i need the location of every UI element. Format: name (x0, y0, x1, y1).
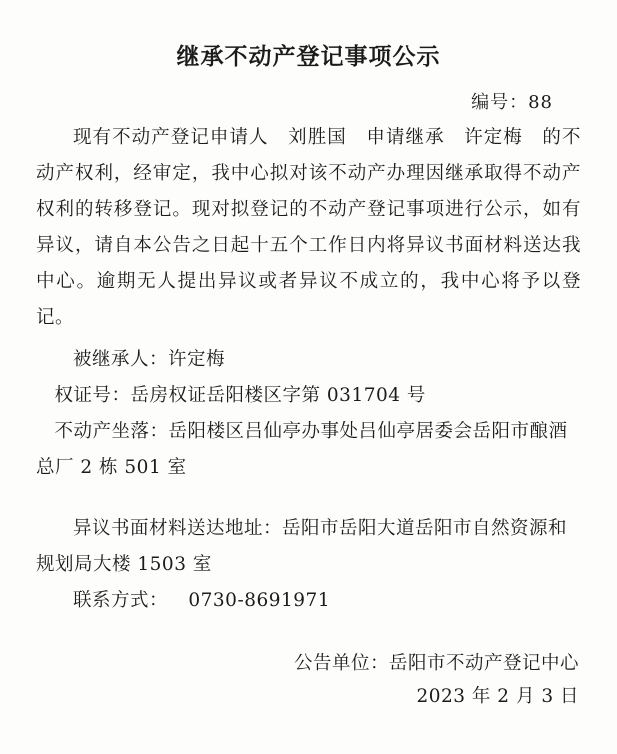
field-contact-value: 0730-8691971 (188, 589, 331, 611)
field-decedent-value: 许定梅 (168, 349, 226, 371)
field-objection-address (36, 511, 581, 583)
field-decedent-label: 被继承人： (73, 349, 169, 371)
page-title: 继承不动产登记事项公示 (176, 43, 441, 70)
document-footer (28, 645, 589, 708)
field-certificate-number-label: 权证号： (54, 385, 131, 407)
field-contact-label: 联系方式： (73, 589, 169, 611)
issuer-line (28, 645, 579, 682)
issuer-value: 岳阳市不动产登记中心 (388, 652, 579, 674)
main-paragraph: 现有不动产登记申请人 刘胜国 申请继承 许定梅 的不动产权利，经审定，我中心拟对该不动产办理因继承取得不动产权利的转移登记。现对拟登记的不动产登记事项进行公示，如有异议，请自本公告之日起十五个工作日内将异议书面材料送达我中心。逾期无人提出异议或者异议不成立的，我中心将予以登记。 (36, 126, 581, 329)
field-certificate-number-value: 岳房权证岳阳楼区字第 031704 号 (130, 385, 426, 407)
field-property-location-label: 不动产坐落： (54, 421, 169, 443)
field-property-location (36, 414, 581, 486)
issue-date: 2023 年 2 月 3 日 (416, 685, 579, 707)
field-decedent (36, 342, 581, 378)
field-objection-address-value: 岳阳市岳阳大道岳阳市自然资源和规划局大楼 1503 室 (36, 517, 568, 575)
serial-value: 88 (528, 91, 553, 113)
field-property-location-value: 岳阳楼区吕仙亭办事处吕仙亭居委会岳阳市酿酒总厂 2 栋 501 室 (36, 421, 568, 479)
serial-number (28, 88, 553, 114)
field-contact (36, 583, 581, 619)
field-certificate-number (36, 378, 581, 414)
issuer-label: 公告单位： (293, 652, 389, 674)
serial-label: 编号： (471, 91, 529, 113)
field-objection-address-label: 异议书面材料送达地址： (73, 517, 283, 539)
